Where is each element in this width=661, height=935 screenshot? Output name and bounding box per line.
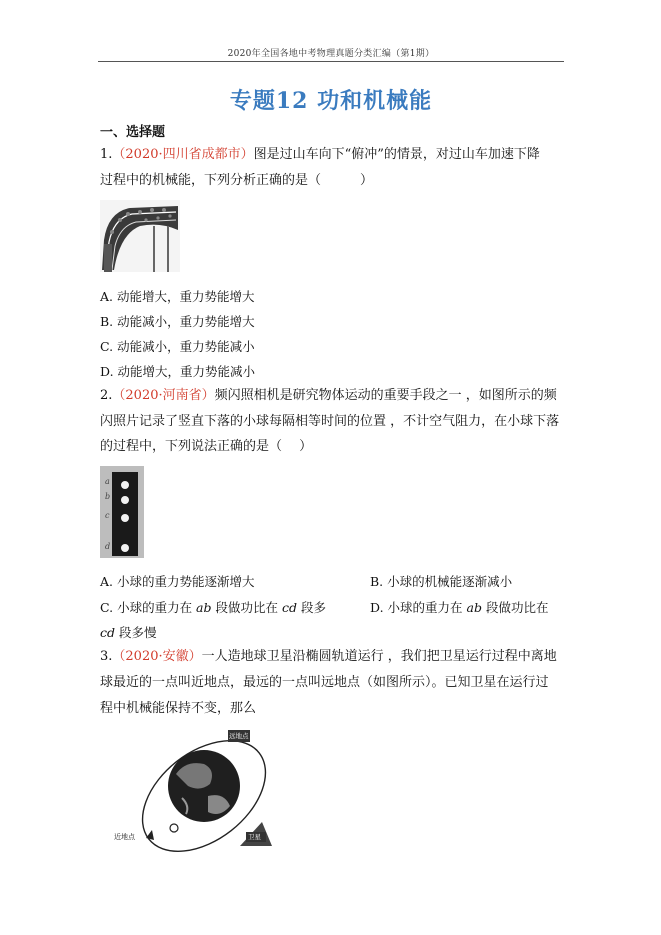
q2-option-c-cd: cd <box>281 600 297 615</box>
q3-line3: 程中机械能保持不变，那么 <box>100 701 257 716</box>
q2-option-d-cont <box>100 623 157 641</box>
q1-option-a: A. 动能增大，重力势能增大 <box>100 289 255 304</box>
near-point-label: 近地点 <box>114 833 135 841</box>
ball-a <box>121 481 129 489</box>
q1-number: 1. <box>100 147 113 162</box>
q2-option-d-mid: 段做功比在 <box>481 600 549 615</box>
q2-option-d-ab: ab <box>466 600 482 615</box>
label-d: d <box>105 542 111 551</box>
label-c: c <box>105 511 110 520</box>
q3-line2: 球最近的一点叫近地点，最远的一点叫远地点（如图所示）。已知卫星在运行过 <box>100 675 549 690</box>
q3-source: （2020·安徽） <box>112 649 202 664</box>
q2-option-d <box>370 598 548 616</box>
section-heading: 一、选择题 <box>100 125 166 140</box>
q1-line2: 过程中的机械能，下列分析正确的是（ ） <box>100 173 374 188</box>
q2-option-b: B. 小球的机械能逐渐减小 <box>370 574 513 589</box>
q2-option-d-text: D. 小球的重力在 <box>370 600 467 615</box>
label-b: b <box>105 492 111 501</box>
q2-option-c-end: 段多 <box>296 600 326 615</box>
q2-option-c-text: C. 小球的重力在 <box>100 600 197 615</box>
q2-option-c-ab: ab <box>196 600 212 615</box>
roller-coaster-photo <box>100 200 180 272</box>
satellite-label: 卫星 <box>248 833 261 841</box>
q2-line1 <box>100 387 557 405</box>
q2-option-d-cd: cd <box>100 625 116 640</box>
satellite-orbit-figure <box>112 726 272 856</box>
strobe-photo <box>100 466 144 558</box>
q2-text-1: 频闪照相机是研究物体运动的重要手段之一 ，如图所示的频 <box>214 388 557 403</box>
far-point-label: 远地点 <box>229 732 249 740</box>
q2-option-c-mid: 段做功比在 <box>211 600 282 615</box>
ball-d <box>121 544 129 552</box>
q2-number: 2. <box>100 388 113 403</box>
q2-source: （2020·河南省） <box>112 388 215 403</box>
q2-line3: 的过程中，下列说法正确的是（ ） <box>100 439 313 454</box>
q2-option-a: A. 小球的重力势能逐渐增大 <box>100 574 255 589</box>
q3-line1 <box>100 648 557 666</box>
q1-source: （2020·四川省成都市） <box>112 147 254 162</box>
q2-option-c <box>100 598 326 616</box>
q3-text-1: 一人造地球卫星沿椭圆轨道运行 ，我们把卫星运行过程中离地 <box>201 649 557 664</box>
q1-option-d: D. 动能增大，重力势能减小 <box>100 364 256 379</box>
q3-number: 3. <box>100 649 113 664</box>
ball-b <box>121 496 129 504</box>
page-header: 2020年全国各地中考物理真题分类汇编（第1期） <box>227 49 435 59</box>
label-a: a <box>105 477 110 486</box>
q2-option-d-end: 段多慢 <box>115 625 157 640</box>
q1-line1 <box>100 146 540 164</box>
q2-line2: 闪照片记录了竖直下落的小球每隔相等时间的位置 ，不计空气阻力，在小球下落 <box>100 414 560 429</box>
q1-option-b: B. 动能减小，重力势能增大 <box>100 314 255 329</box>
page-title: 专题12 功和机械能 <box>229 88 433 114</box>
q1-text-1: 图是过山车向下“俯冲”的情景，对过山车加速下降 <box>253 147 540 162</box>
ball-c <box>121 514 129 522</box>
header-divider <box>98 61 564 62</box>
q1-option-c: C. 动能减小，重力势能减小 <box>100 339 255 354</box>
